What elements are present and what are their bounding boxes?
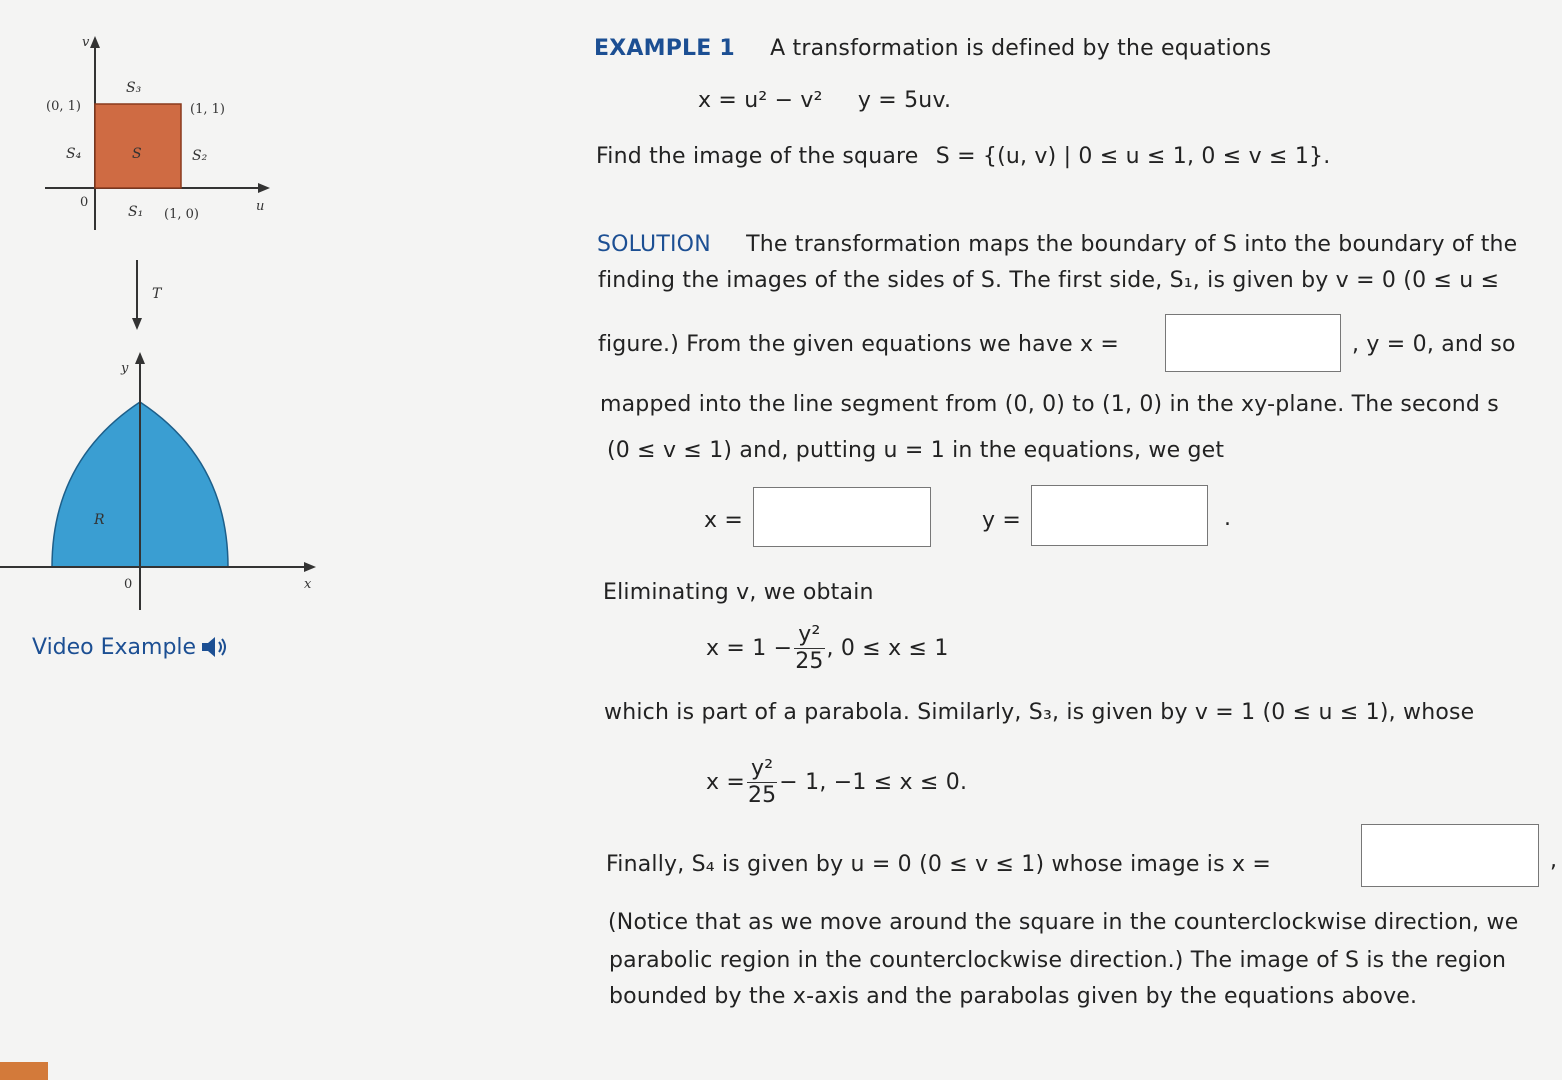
corner-11-label: (1, 1)	[190, 102, 225, 117]
finally-line: Finally, S₄ is given by u = 0 (0 ≤ v ≤ 1) whose image is x =	[606, 852, 1271, 877]
uv-origin-label: 0	[80, 195, 89, 210]
example-label: EXAMPLE 1	[594, 36, 735, 61]
similarly-line: which is part of a parabola. Similarly, S₃, is given by v = 1 (0 ≤ u ≤ 1), whose	[604, 700, 1475, 725]
note-line-3: bounded by the x-axis and the parabolas given by the equations above.	[609, 984, 1418, 1009]
example-intro: A transformation is defined by the equations	[770, 36, 1272, 61]
note-line-1: (Notice that as we move around the square in the counterclockwise direction, we	[608, 910, 1519, 935]
solution-line-3a: figure.) From the given equations we have x =	[598, 332, 1120, 357]
note-line-2: parabolic region in the counterclockwise direction.) The image of S is the region	[609, 948, 1507, 973]
side-s1-label: S₁	[128, 204, 144, 220]
period-mark: .	[1224, 506, 1232, 531]
answer-input-x-s4[interactable]	[1362, 825, 1538, 886]
parabola-1-lhs: x = 1 −	[706, 636, 793, 661]
answer-input-x-s2[interactable]	[754, 488, 930, 546]
final-comma: ,	[1550, 848, 1558, 873]
x-equals-label: x =	[704, 508, 744, 533]
solution-line-1	[597, 232, 1517, 257]
equation-y: y = 5uv.	[857, 88, 952, 113]
answer-box-x-s4[interactable]	[1361, 824, 1539, 887]
video-example-label[interactable]: Video Example	[32, 634, 197, 660]
solution-line-5: (0 ≤ v ≤ 1) and, putting u = 1 in the equations, we get	[607, 438, 1225, 463]
answer-box-x-s1[interactable]	[1165, 314, 1341, 372]
solution-label: SOLUTION	[597, 232, 711, 257]
answer-input-y-s2[interactable]	[1032, 486, 1207, 545]
solution-line-2: finding the images of the sides of S. The first side, S₁, is given by v = 0 (0 ≤ u ≤	[598, 268, 1500, 293]
example-heading	[594, 36, 1271, 61]
equation-x: x = u² − v²	[698, 88, 823, 113]
corner-01-label: (0, 1)	[46, 99, 81, 114]
parabola-2-denominator: 25	[747, 783, 777, 808]
eliminating-line: Eliminating v, we obtain	[603, 580, 874, 605]
parabola-equation-2	[706, 756, 967, 809]
answer-box-x-s2[interactable]	[753, 487, 931, 547]
find-image-line	[596, 144, 1330, 169]
corner-10-label: (1, 0)	[164, 207, 199, 222]
transform-t-label: T	[152, 286, 162, 302]
side-s4-label: S₄	[66, 146, 82, 162]
find-prefix: Find the image of the square	[596, 144, 919, 169]
parabola-2-fraction	[747, 756, 777, 809]
axis-y-label: y	[121, 361, 129, 376]
answer-box-y-s2[interactable]	[1031, 485, 1208, 546]
solution-line-4: mapped into the line segment from (0, 0) to (1, 0) in the xy-plane. The second s	[600, 392, 1499, 417]
transformation-equations	[698, 88, 951, 113]
parabola-1-fraction	[794, 622, 824, 675]
axis-x-label: x	[304, 577, 312, 592]
parabola-1-rhs: , 0 ≤ x ≤ 1	[826, 636, 949, 661]
parabola-2-numerator: y²	[747, 756, 777, 783]
solution-line-3b: , y = 0, and so	[1352, 332, 1516, 357]
parabola-2-rhs: − 1, −1 ≤ x ≤ 0.	[779, 770, 968, 795]
parabola-2-lhs: x =	[706, 770, 746, 795]
bottom-edge-tab	[0, 1062, 48, 1080]
axis-u-label: u	[256, 199, 265, 214]
y-equals-label: y =	[982, 508, 1022, 533]
side-s2-label: S₂	[192, 148, 208, 164]
parabola-1-denominator: 25	[795, 649, 824, 674]
parabola-1-numerator: y²	[794, 622, 824, 649]
region-s-label: S	[132, 146, 142, 162]
side-s3-label: S₃	[126, 80, 142, 96]
square-set: S = {(u, v) | 0 ≤ u ≤ 1, 0 ≤ v ≤ 1}.	[935, 144, 1331, 169]
xy-origin-label: 0	[124, 577, 133, 592]
answer-input-x-s1[interactable]	[1166, 315, 1340, 371]
solution-text-1: The transformation maps the boundary of S into the boundary of the	[746, 232, 1518, 257]
axis-v-label: v	[82, 35, 90, 50]
parabola-equation-1	[706, 622, 949, 675]
region-r-label: R	[94, 512, 105, 528]
